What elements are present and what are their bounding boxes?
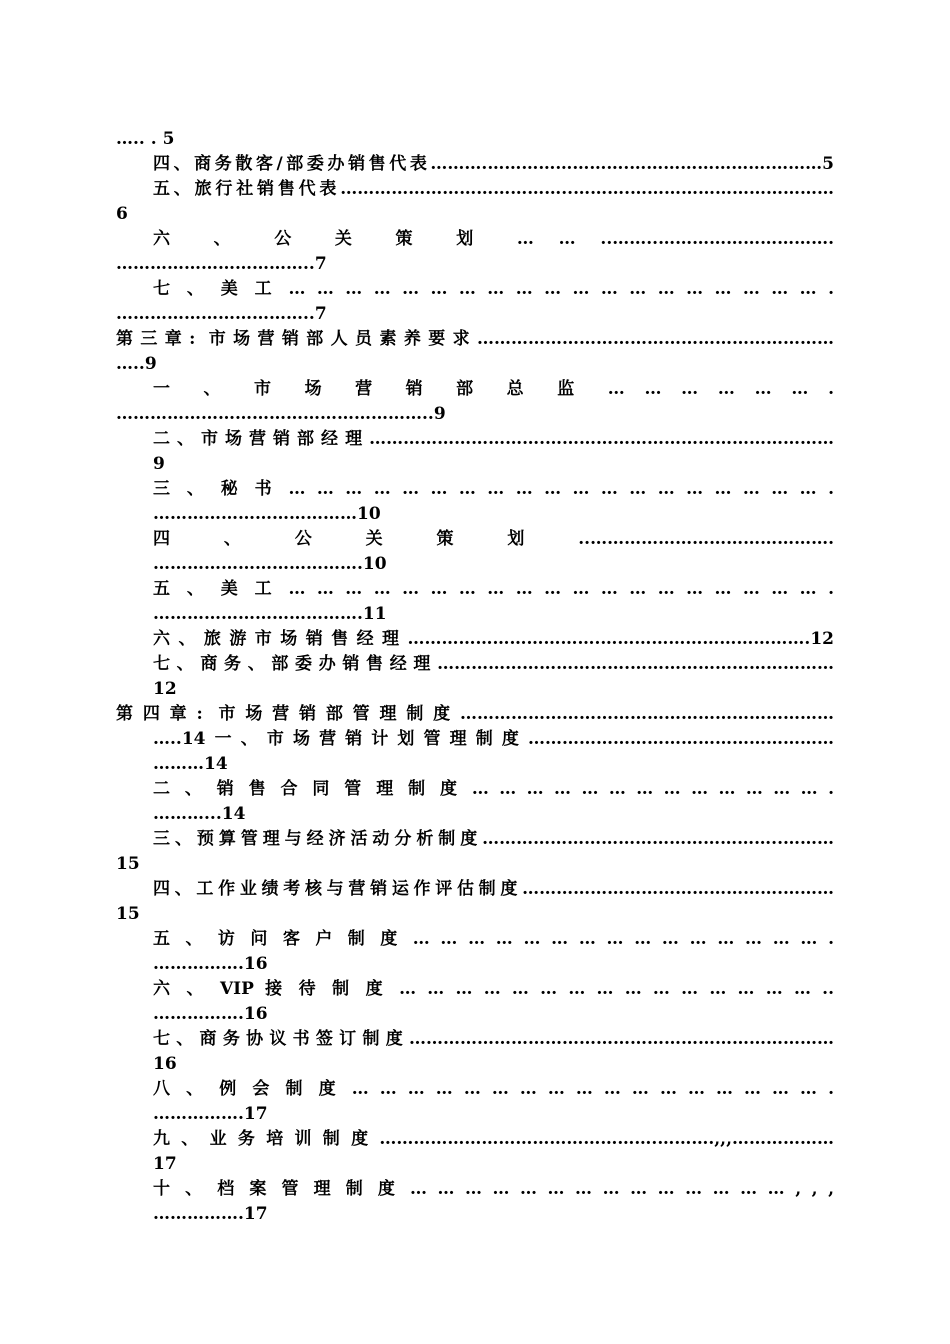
toc-entry: 五 、 访 问 客 户 制 度 … … … … … … … … … … … … … … … . — [153, 929, 834, 949]
toc-entry: 九、业务培训制度………………………………………….……….,,,……………… — [153, 1129, 834, 1149]
toc-entry: 三、预算管理与经济活动分析制度……………………………………………..……… — [153, 829, 834, 849]
toc-page-number: 6 — [116, 204, 128, 224]
toc-entry: 一 、 市 场 营 销 部 总 监 … … … … … … . — [153, 379, 834, 399]
toc-line: ……………………………….11 — [153, 604, 387, 624]
toc-entry: 五、旅行社销售代表…………………………………..……….……………………………… — [153, 179, 834, 199]
toc-entry: 八 、 例 会 制 度 … … … … … … … … … … … … … … … … … . — [153, 1079, 834, 1099]
toc-entry: 六、旅游市场销售经理…………………………….……………………………….12 — [153, 629, 834, 649]
toc-page-number: 9 — [153, 454, 165, 474]
toc-line: ……………………………..7 — [116, 254, 327, 274]
toc-line: ………...14 — [153, 804, 246, 824]
toc-line: ………14 — [153, 754, 228, 774]
toc-line: ………………………………………………..9 — [116, 404, 446, 424]
toc-entry: 七、商务、部委办销售经理…………………………….……………………………… — [153, 654, 834, 674]
toc-entry: 三 、 秘 书 … … … … … … … … … … … … … … … … … … … . — [153, 479, 834, 499]
toc-entry: 七 、 美 工 … … … … … … … … … … … … … … … … … … … . — [153, 279, 834, 299]
toc-page-number: 12 — [153, 679, 177, 699]
toc-page-number: 16 — [153, 1054, 177, 1074]
toc-entry: 六 、 公 关 策 划 … … ..……..…………………………. — [153, 229, 834, 249]
toc-entry: 四 、 公 关 策 划 ..……………………………………. — [153, 529, 834, 549]
toc-entry: 六 、 VIP 接 待 制 度 … … … … … … … … … … … … … … … .. — [153, 979, 834, 999]
toc-chapter: 第四章: 市场营销部管理制度………………………………………………………… — [116, 704, 834, 724]
toc-line: ….. . 5 — [116, 129, 175, 149]
toc-entry: 七、商务协议书签订制度………………………………………………………………… — [153, 1029, 834, 1049]
toc-page-number: 15 — [116, 904, 140, 924]
toc-entry: 十 、 档 案 管 理 制 度 … … … … … … … … … … … … … … , , , — [153, 1179, 834, 1199]
toc-entry: 四、工作业绩考核与营销运作评估制度……………………………………….……… — [153, 879, 834, 899]
toc-line: …………….16 — [153, 1004, 268, 1024]
toc-line: ……………………………….10 — [153, 554, 387, 574]
toc-line: …..9 — [116, 354, 157, 374]
toc-entry: …..14一、市场营销计划管理制度……………………………………………… — [153, 729, 834, 749]
toc-line: ……………………………..7 — [116, 304, 327, 324]
toc-line: …………….17 — [153, 1204, 268, 1224]
toc-page-number: 17 — [153, 1154, 177, 1174]
toc-line: …………….16 — [153, 954, 268, 974]
toc-entry: 二、市场营销部经理………………………….…………………………………………… — [153, 429, 834, 449]
toc-chapter: 第三章: 市场营销部人员素养要求……………………………………………………… — [116, 329, 834, 349]
toc-line: ………………………………10 — [153, 504, 381, 524]
toc-page-number: 15 — [116, 854, 140, 874]
toc-entry: 二 、 销 售 合 同 管 理 制 度 … … … … … … … … … … … … … . — [153, 779, 834, 799]
toc-line: …………….17 — [153, 1104, 268, 1124]
toc-entry: 五 、 美 工 … … … … … … … … … … … … … … … … … … … . — [153, 579, 834, 599]
toc-entry: 四、商务散客/部委办销售代表……….…………………….…………………….………5 — [153, 154, 834, 174]
